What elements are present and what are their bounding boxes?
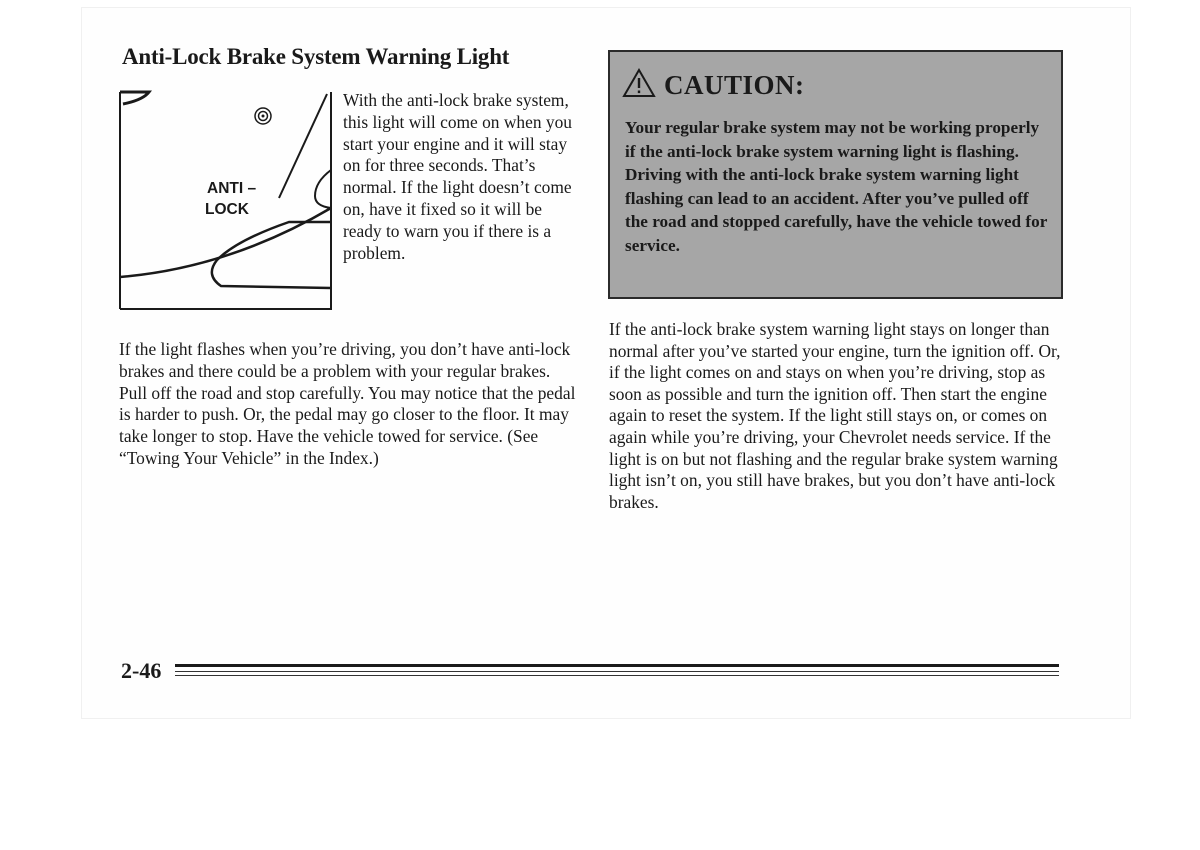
anti-lock-warning-illustration <box>119 90 333 310</box>
section-title: Anti-Lock Brake System Warning Light <box>122 44 510 69</box>
caution-box <box>608 50 1063 299</box>
page-number: 2-46 <box>121 658 162 683</box>
caution-title: CAUTION: <box>664 70 805 100</box>
footer-rule <box>175 664 1059 678</box>
circle-target-icon <box>255 108 271 124</box>
stays-on-paragraph: If the anti-lock brake system warning light stays on longer than normal after you’ve started your engine, turn the ignition off. Or, if the light comes on and stays on when you’re driving, stop as soon as possible and turn the ignition off. Then start the engine again to reset the system. If the light still stays on, or comes on again while you’re driving, your Chevrolet needs service. If the light is on but not flashing and the regular brake system warning light isn’t on, you still have brakes, but you don’t have anti-lock brakes. <box>609 319 1061 512</box>
lock-label: LOCK <box>205 201 249 218</box>
intro-paragraph: With the anti-lock brake system, this light will come on when you start your engine and it will stay on for three seconds. That’s normal. If the light doesn’t come on, have it fixed so it will be ready to warn you if there is a problem. <box>343 90 572 263</box>
flashing-light-paragraph: If the light flashes when you’re driving, you don’t have anti-lock brakes and there could be a problem with your regular brakes. Pull off the road and stop carefully. You may notice that the pedal is harder to push. Or, the pedal may go closer to the floor. It may take longer to stop. Have the vehicle towed for service. (See “Towing Your Vehicle” in the Index.) <box>119 339 576 468</box>
caution-header <box>622 68 805 103</box>
warning-triangle-icon <box>622 68 656 103</box>
anti-label: ANTI – <box>207 180 257 197</box>
caution-text: Your regular brake system may not be working properly if the anti-lock brake system warning light is flashing. Driving with the anti-lock brake system warning light flashing can lead to an accident. After you’ve pulled off the road and stopped carefully, have the vehicle towed for service. <box>625 118 1048 255</box>
